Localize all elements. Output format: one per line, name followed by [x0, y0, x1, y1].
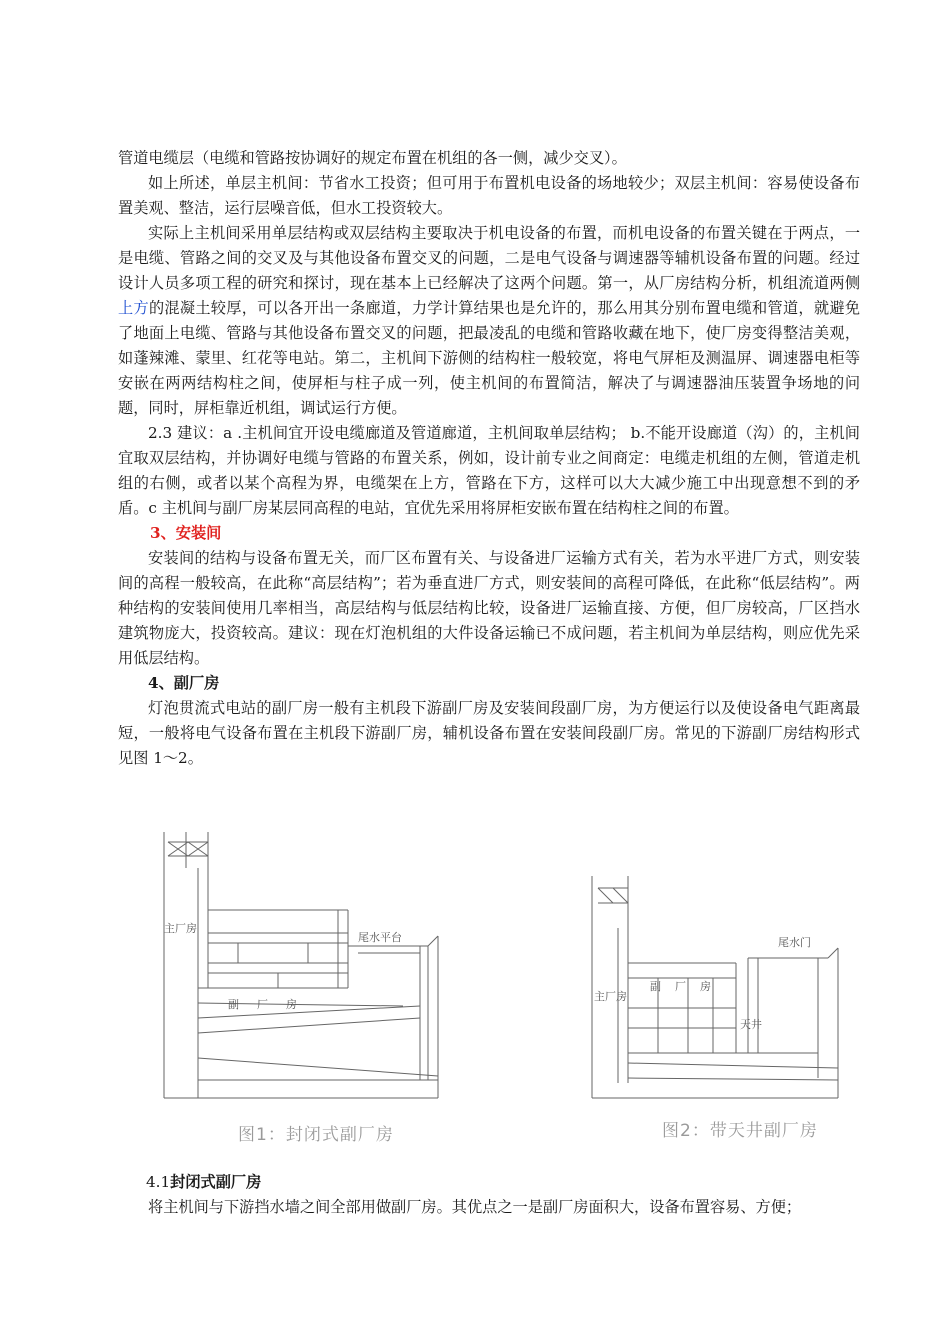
- paragraph-structure-analysis-part2: 的混凝土较厚，可以各开出一条廊道，力学计算结果也是允许的，那么用其分别布置电缆和管道，就避免了地面上电缆、管路与其他设备布置交叉的问题，把最凌乱的电缆和管路收藏在地下，使厂房变得整洁美观，如蓬辣滩、蒙里、红花等电站。第二，主机间下游侧的结构柱一般较宽，将电气屏柜及测温屏、调速器电柜等安嵌在两两结构柱之间，使屏柜与柱子成一列，使主机间的布置简洁，解决了与调速器油压装置争场地的问题，同时，屏柜靠近机组，调试运行方便。: [118, 299, 861, 417]
- paragraph-structure-analysis: [118, 221, 860, 421]
- subsection-title: 封闭式副厂房: [170, 1173, 262, 1191]
- figure-2-label-tailwater-gate: 尾水门: [778, 936, 811, 949]
- figure-1-label-tailwater-platform: 尾水平台: [358, 931, 402, 944]
- figure-2-label-light-well: 天井: [740, 1018, 762, 1031]
- section-heading-installation-bay: 3、安装间: [150, 524, 222, 542]
- figure-1-drawing: [158, 828, 450, 1100]
- subsection-heading-4-1: [118, 1170, 860, 1195]
- figure-2-label-main-powerhouse: 主厂房: [594, 990, 627, 1003]
- figure-2-drawing: [588, 868, 850, 1104]
- paragraph-structure-analysis-part1: 实际上主机间采用单层结构或双层结构主要取决于机电设备的布置，而机电设备的布置关键在于两点，一是电缆、管路之间的交叉及与其他设备布置交叉的问题，二是电气设备与调速器等辅机设备布置的问题。经过设计人员多项工程的研究和探讨，现在基本上已经解决了这两个问题。第一，从厂房结构分析，机组流道两侧: [118, 224, 860, 292]
- figure-1-label-aux-building: 副厂房: [228, 998, 315, 1011]
- paragraph-cable-layer: 管道电缆层（电缆和管路按协调好的规定布置在机组的各一侧，减少交叉）。: [118, 149, 627, 167]
- figure-2-caption: 图2：带天井副厂房: [662, 1121, 818, 1141]
- figure-1-enclosed-aux-building: [158, 828, 450, 1100]
- paragraph-auxiliary-building: 灯泡贯流式电站的副厂房一般有主机段下游副厂房及安装间段副厂房，为方便运行以及使设备电气距离最短，一般将电气设备布置在主机段下游副厂房，辅机设备布置在安装间段副厂房。常见的下游副厂房结构形式见图 1～2。: [118, 699, 860, 767]
- figure-1-caption: 图1：封闭式副厂房: [238, 1125, 394, 1145]
- figure-2-aux-building-with-well: [588, 868, 850, 1104]
- paragraph-summary: 如上所述，单层主机间：节省水工投资；但可用于布置机电设备的场地较少；双层主机间：容易使设备布置美观、整洁，运行层噪音低，但水工投资较大。: [118, 174, 860, 217]
- subsection-number: 4.1: [146, 1173, 171, 1191]
- paragraph-installation-bay: 安装间的结构与设备布置无关，而厂区布置有关、与设备进厂运输方式有关，若为水平进厂方式，则安装间的高程一般较高，在此称“高层结构”；若为垂直进厂方式，则安装间的高程可降低，在此称“低层结构”。两种结构的安装间使用几率相当，高层结构与低层结构比较，设备进厂运输直接、方便，但厂房较高，厂区挡水建筑物庞大，投资较高。建议：现在灯泡机组的大件设备运输已不成问题，若主机间为单层结构，则应优先采用低层结构。: [118, 549, 860, 667]
- paragraph-recommendation: 2.3 建议：a .主机间宜开设电缆廊道及管道廊道，主机间取单层结构； b.不能开设廊道（沟）的，主机间宜取双层结构，并协调好电缆与管路的布置关系，例如，设计前专业之间商定：电缆走机组的左侧，管道走机组的右侧，或者以某个高程为界，电缆架在上方，管路在下方，这样可以大大减少施工中出现意想不到的矛盾。c 主机间与副厂房某层同高程的电站，宜优先采用将屏柜安嵌布置在结构柱之间的布置。: [118, 424, 860, 517]
- hyperlink-text[interactable]: 上方: [118, 299, 149, 317]
- body-text-top: [118, 146, 860, 771]
- paragraph-enclosed-aux-building: 将主机间与下游挡水墙之间全部用做副厂房。其优点之一是副厂房面积大，设备布置容易、方便；: [148, 1198, 802, 1216]
- section-heading-auxiliary-building: 4、副厂房: [148, 674, 220, 692]
- figure-2-label-aux-building: 副厂房: [650, 980, 725, 993]
- body-text-bottom: [118, 1170, 860, 1220]
- figure-1-label-main-powerhouse: 主厂房: [164, 922, 197, 935]
